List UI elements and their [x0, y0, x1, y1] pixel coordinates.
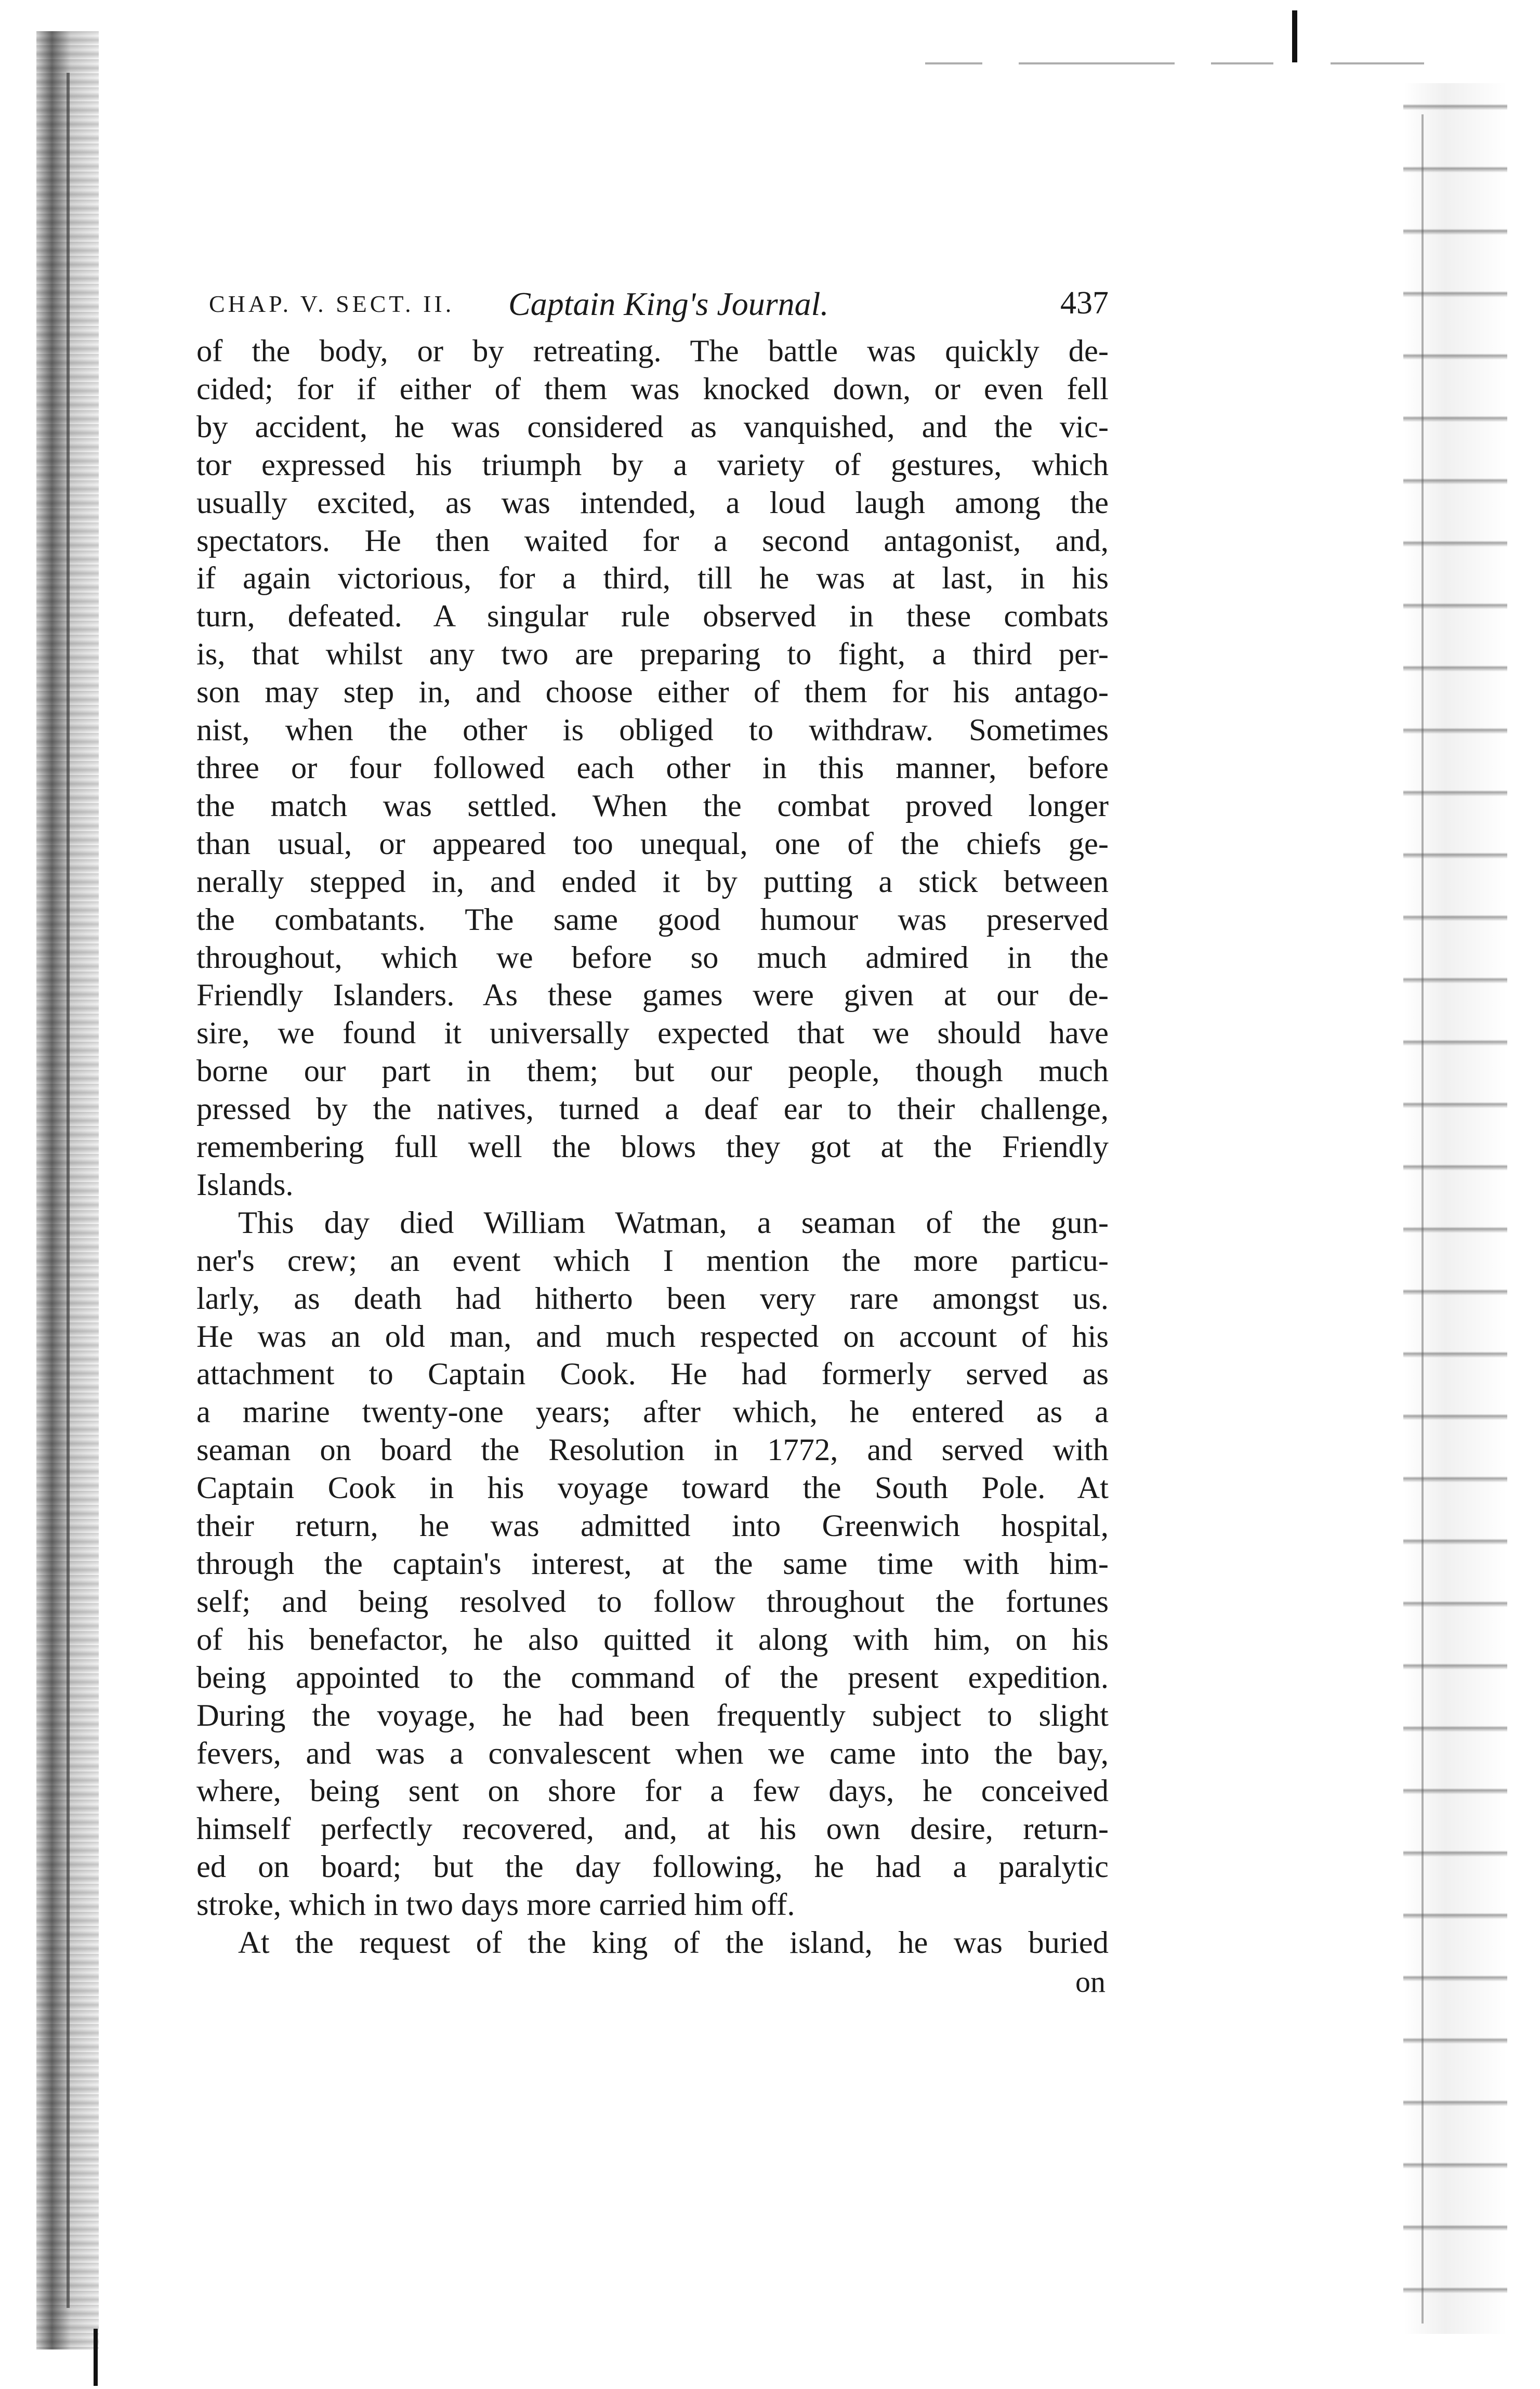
- text-line: attachment to Captain Cook. He had formerly served as: [196, 1357, 1109, 1392]
- text-line: nerally stepped in, and ended it by putting a stick between: [196, 864, 1109, 899]
- paragraph: [196, 1924, 1109, 1962]
- text-line: He was an old man, and much respected on account of his: [196, 1319, 1109, 1354]
- text-line: by accident, he was considered as vanquished, and the vic-: [196, 409, 1109, 444]
- text-line: remembering full well the blows they got at the Friendly: [196, 1130, 1109, 1165]
- text-line: ner's crew; an event which I mention the more particu-: [196, 1243, 1109, 1278]
- text-line: is, that whilst any two are preparing to fight, a third per-: [196, 637, 1109, 672]
- catchword: on: [1075, 1964, 1105, 1999]
- text-line: himself perfectly recovered, and, at his own desire, return-: [196, 1812, 1109, 1847]
- text-line: the combatants. The same good humour was preserved: [196, 902, 1109, 937]
- text-line: throughout, which we before so much admired in the: [196, 940, 1109, 975]
- text-line: stroke, which in two days more carried him off.: [196, 1887, 795, 1923]
- right-page-edge: [1403, 83, 1507, 2334]
- text-line: through the captain's interest, at the same time with him-: [196, 1546, 1109, 1581]
- page-number: 437: [1060, 285, 1109, 321]
- book-page: [196, 281, 1109, 1999]
- text-line: tor expressed his triumph by a variety of gestures, which: [196, 447, 1109, 482]
- top-edge-mark: [1211, 62, 1273, 64]
- top-edge-mark: [1331, 62, 1424, 64]
- text-line: of the body, or by retreating. The battle was quickly de-: [196, 334, 1109, 369]
- text-line: son may step in, and choose either of them for his antago-: [196, 675, 1109, 710]
- running-head: [196, 281, 1109, 327]
- text-line: sire, we found it universally expected that we should have: [196, 1016, 1109, 1051]
- text-line: spectators. He then waited for a second antagonist, and,: [196, 523, 1109, 558]
- paragraph: [196, 1204, 1109, 1924]
- text-line: three or four followed each other in this manner, before: [196, 750, 1109, 785]
- text-line: seaman on board the Resolution in 1772, and served with: [196, 1433, 1109, 1468]
- paragraph: [196, 333, 1109, 1204]
- text-line: self; and being resolved to follow throughout the fortunes: [196, 1584, 1109, 1619]
- text-line: Friendly Islanders. As these games were given at our de-: [196, 978, 1109, 1013]
- body-text: [196, 333, 1109, 1962]
- text-line: their return, he was admitted into Greenwich hospital,: [196, 1508, 1109, 1544]
- text-line: Captain Cook in his voyage toward the South Pole. At: [196, 1471, 1109, 1506]
- text-line: turn, defeated. A singular rule observed in these combats: [196, 599, 1109, 634]
- bottom-scan-mark: [94, 2329, 98, 2386]
- text-line: fevers, and was a convalescent when we came into the bay,: [196, 1736, 1109, 1771]
- text-line: than usual, or appeared too unequal, one of the chiefs ge-: [196, 826, 1109, 861]
- text-line: Islands.: [196, 1167, 294, 1202]
- chapter-heading: CHAP. V. SECT. II.: [209, 291, 455, 317]
- text-line: a marine twenty-one years; after which, he entered as a: [196, 1395, 1109, 1430]
- text-line: borne our part in them; but our people, though much: [196, 1054, 1109, 1089]
- top-edge-mark: [1019, 62, 1175, 64]
- top-scan-mark: [1292, 10, 1297, 62]
- text-line: of his benefactor, he also quitted it along with him, on his: [196, 1622, 1109, 1657]
- text-line: cided; for if either of them was knocked down, or even fell: [196, 371, 1109, 406]
- right-edge-line: [1421, 114, 1424, 2324]
- text-line: the match was settled. When the combat proved longer: [196, 788, 1109, 823]
- top-edge-mark: [925, 62, 982, 64]
- text-line: where, being sent on shore for a few days, he conceived: [196, 1774, 1109, 1809]
- text-line: being appointed to the command of the present expedition.: [196, 1660, 1109, 1695]
- left-binding-line: [67, 73, 70, 2308]
- journal-title: Captain King's Journal.: [508, 285, 829, 322]
- text-line: At the request of the king of the island, he was buried: [238, 1925, 1109, 1961]
- text-line: usually excited, as was intended, a loud laugh among the: [196, 485, 1109, 520]
- text-line: This day died William Watman, a seaman of the gun-: [238, 1205, 1109, 1240]
- text-line: pressed by the natives, turned a deaf ear to their challenge,: [196, 1092, 1109, 1127]
- text-line: ed on board; but the day following, he had a paralytic: [196, 1849, 1109, 1885]
- text-line: During the voyage, he had been frequently subject to slight: [196, 1698, 1109, 1733]
- text-line: larly, as death had hitherto been very rare amongst us.: [196, 1281, 1109, 1316]
- text-line: if again victorious, for a third, till he was at last, in his: [196, 561, 1109, 596]
- text-line: nist, when the other is obliged to withdraw. Sometimes: [196, 713, 1109, 748]
